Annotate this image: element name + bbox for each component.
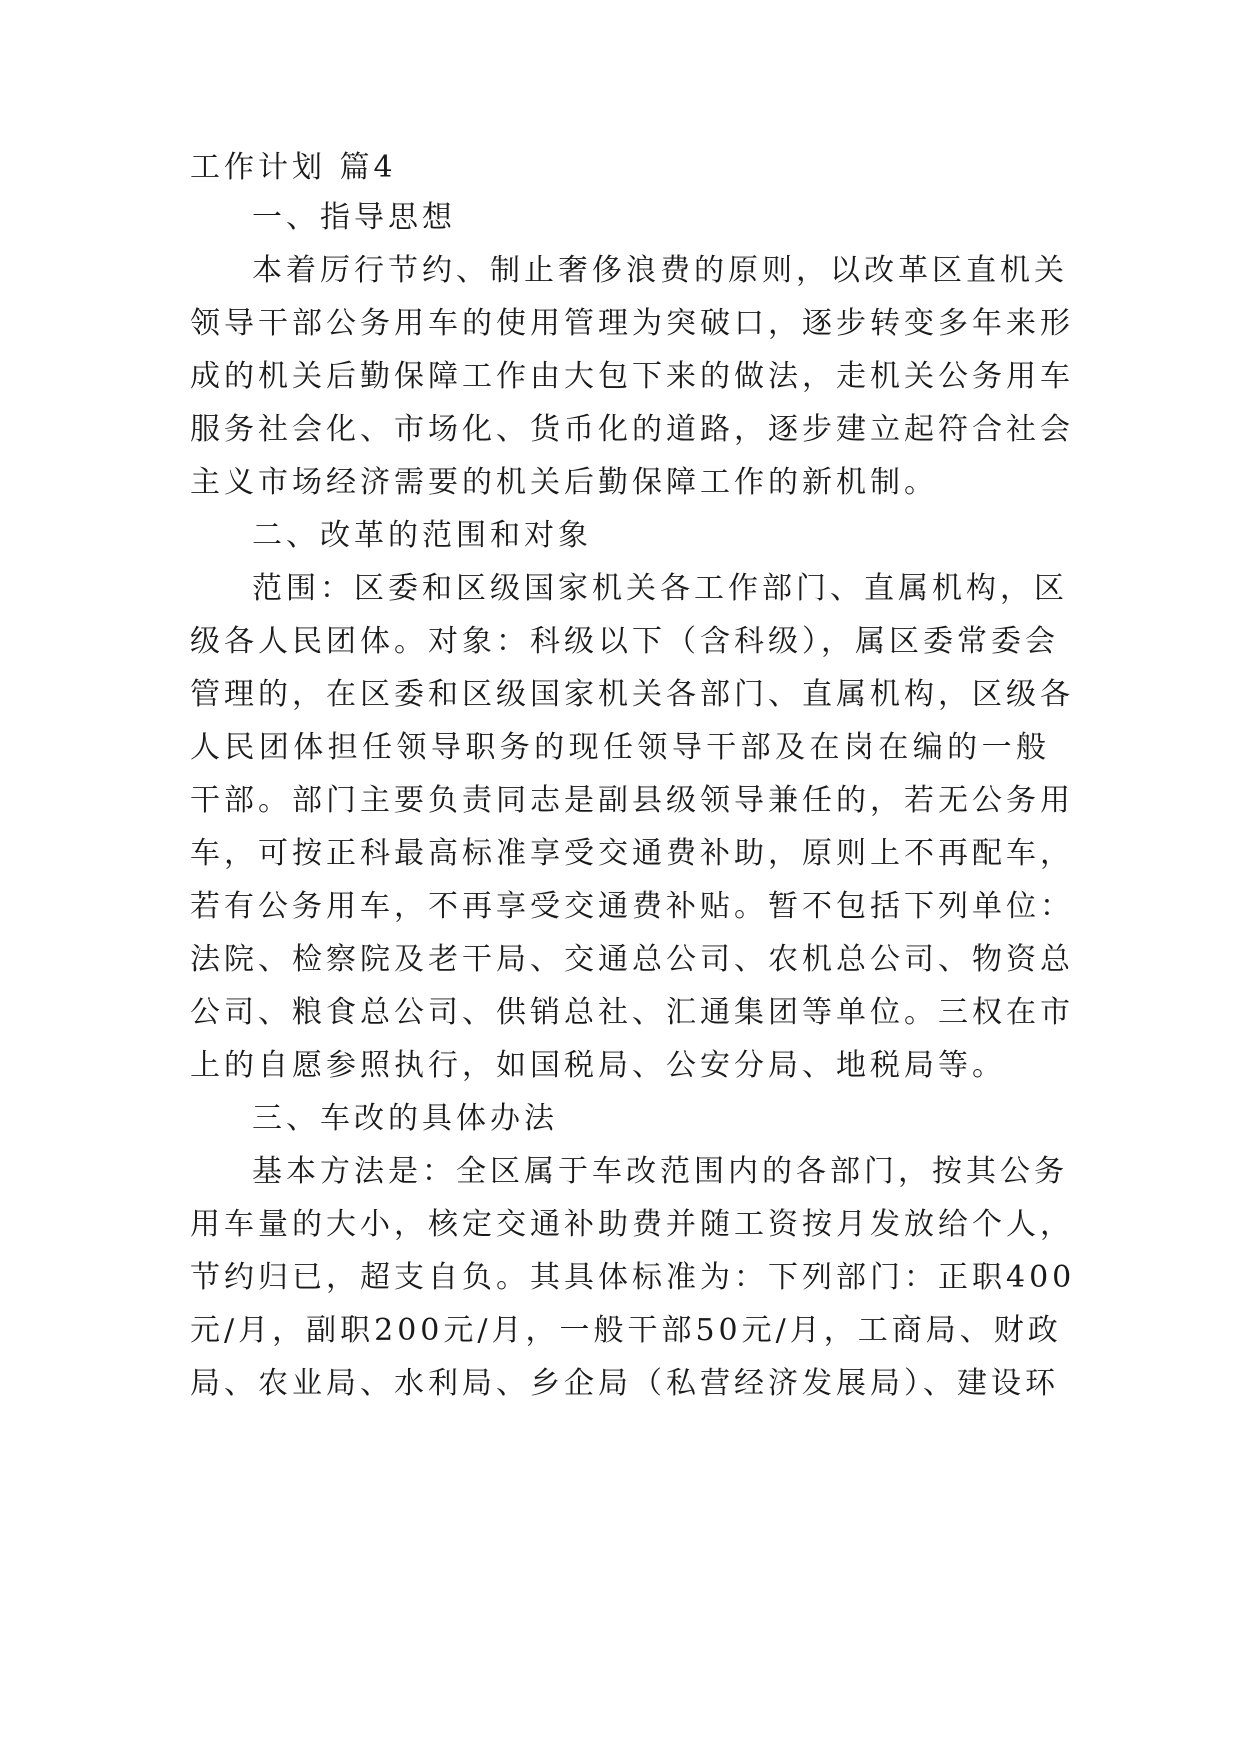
paragraph-line: 车，可按正科最高标准享受交通费补助，原则上不再配车， (190, 836, 1074, 871)
document-title: 工作计划 篇4 (190, 150, 397, 185)
paragraph-line: 局、农业局、水利局、乡企局（私营经济发展局）、建设环 (190, 1366, 1059, 1401)
paragraph-line: 公司、粮食总公司、供销总社、汇通集团等单位。三权在市 (190, 995, 1074, 1030)
paragraph-line: 节约归已，超支自负。其具体标准为：下列部门：正职400 (190, 1260, 1076, 1295)
paragraph-line: 若有公务用车，不再享受交通费补贴。暂不包括下列单位： (190, 889, 1074, 924)
section-heading-2: 二、改革的范围和对象 (252, 518, 592, 553)
paragraph-line: 主义市场经济需要的机关后勤保障工作的新机制。 (190, 465, 938, 500)
paragraph-line: 基本方法是：全区属于车改范围内的各部门，按其公务 (252, 1154, 1068, 1189)
paragraph-line: 范围：区委和区级国家机关各工作部门、直属机构，区 (252, 571, 1068, 606)
paragraph-line: 元/月，副职200元/月，一般干部50元/月，工商局、财政 (190, 1313, 1062, 1348)
paragraph-line: 级各人民团体。对象：科级以下（含科级），属区委常委会 (190, 624, 1059, 659)
paragraph-line: 用车量的大小，核定交通补助费并随工资按月发放给个人， (190, 1207, 1074, 1242)
paragraph-line: 上的自愿参照执行，如国税局、公安分局、地税局等。 (190, 1048, 1006, 1083)
paragraph-line: 法院、检察院及老干局、交通总公司、农机总公司、物资总 (190, 942, 1074, 977)
paragraph-line: 人民团体担任领导职务的现任领导干部及在岗在编的一般 (190, 730, 1050, 765)
section-heading-1: 一、指导思想 (252, 200, 456, 235)
paragraph-line: 成的机关后勤保障工作由大包下来的做法，走机关公务用车 (190, 359, 1074, 394)
paragraph-line: 本着厉行节约、制止奢侈浪费的原则，以改革区直机关 (252, 253, 1068, 288)
section-heading-3: 三、车改的具体办法 (252, 1101, 558, 1136)
paragraph-line: 领导干部公务用车的使用管理为突破口，逐步转变多年来形 (190, 306, 1074, 341)
paragraph-line: 管理的，在区委和区级国家机关各部门、直属机构，区级各 (190, 677, 1074, 712)
paragraph-line: 服务社会化、市场化、货币化的道路，逐步建立起符合社会 (190, 412, 1074, 447)
paragraph-line: 干部。部门主要负责同志是副县级领导兼任的，若无公务用 (190, 783, 1074, 818)
